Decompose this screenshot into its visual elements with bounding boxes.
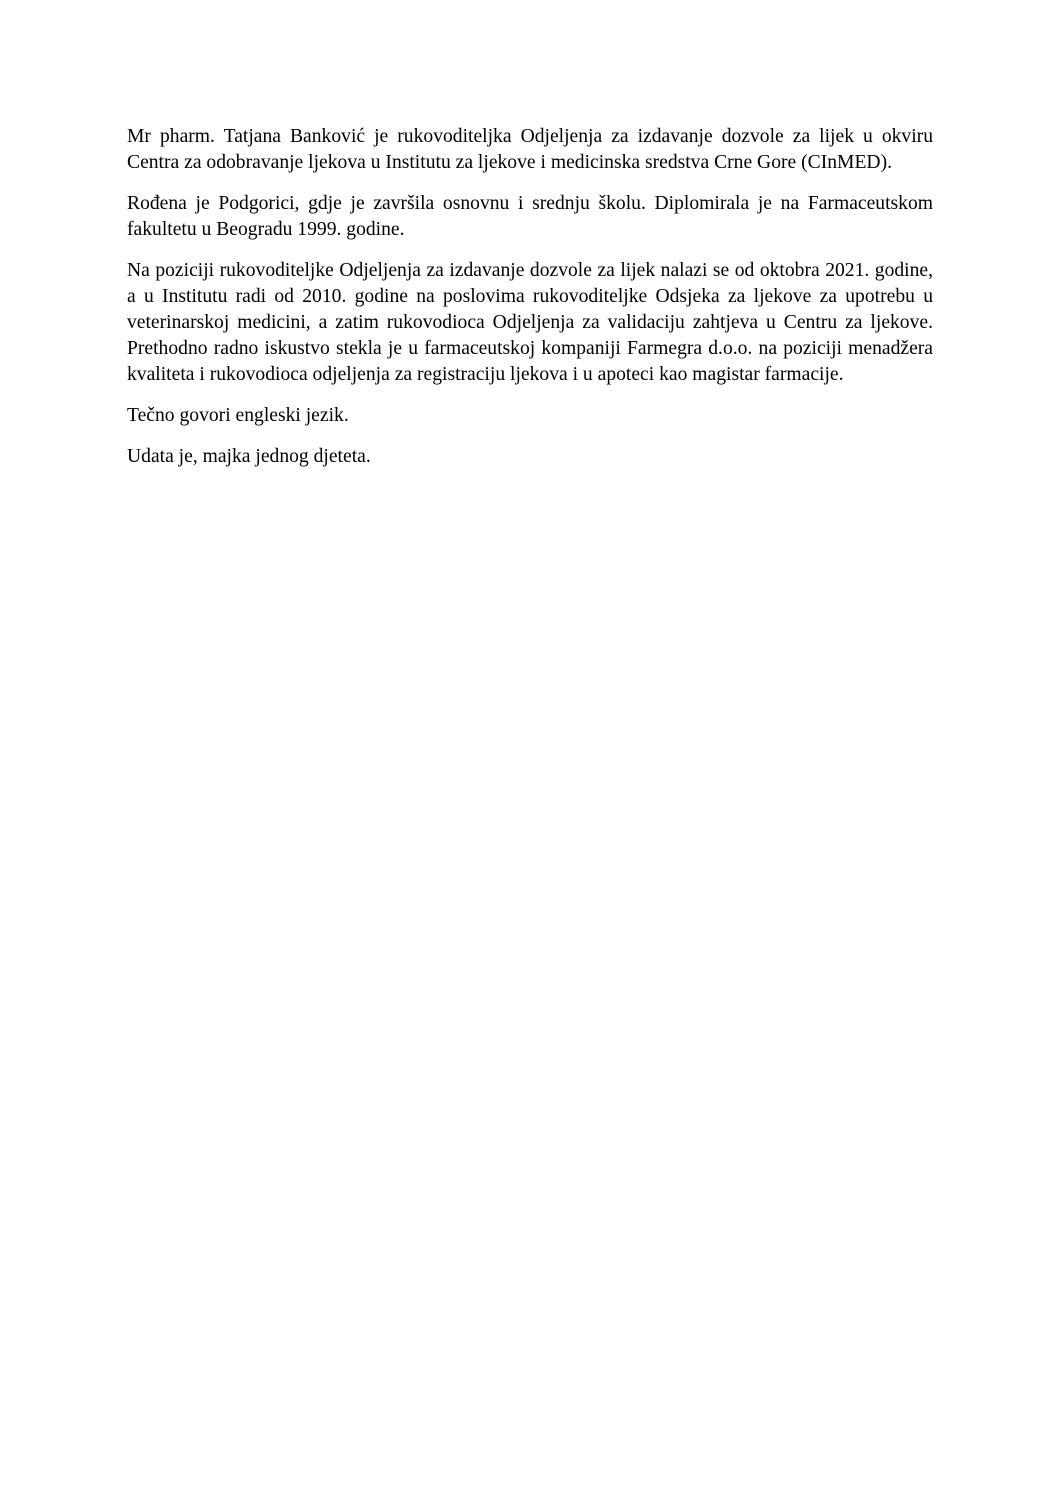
paragraph-languages: Tečno govori engleski jezik.: [127, 405, 349, 426]
paragraph-position-intro: Mr pharm. Tatjana Banković je rukovoditeljka Odjeljenja za izdavanje dozvole za lijek u okviru Centra za odobravanje ljekova u Institutu za ljekove i medicinska sredstva Crne Gore (CInMED).: [127, 126, 933, 173]
document-body: [127, 124, 933, 485]
paragraph-education: Rođena je Podgorici, gdje je završila osnovnu i srednju školu. Diplomirala je na Farmaceutskom fakultetu u Beogradu 1999. godine.: [127, 193, 933, 240]
paragraph-personal: Udata je, majka jednog djeteta.: [127, 446, 371, 467]
paragraph-career: Na poziciji rukovoditeljke Odjeljenja za izdavanje dozvole za lijek nalazi se od oktobra 2021. godine, a u Institutu radi od 2010. godine na poslovima rukovoditeljke Odsjeka za ljekove za upotrebu u veterinarskoj medicini, a zatim rukovodioca Odjeljenja za validaciju zahtjeva u Centru za ljekove. Prethodno radno iskustvo stekla je u farmaceutskoj kompaniji Farmegra d.o.o. na poziciji menadžera kvaliteta i rukovodioca odjeljenja za registraciju ljekova i u apoteci kao magistar farmacije.: [127, 260, 933, 385]
